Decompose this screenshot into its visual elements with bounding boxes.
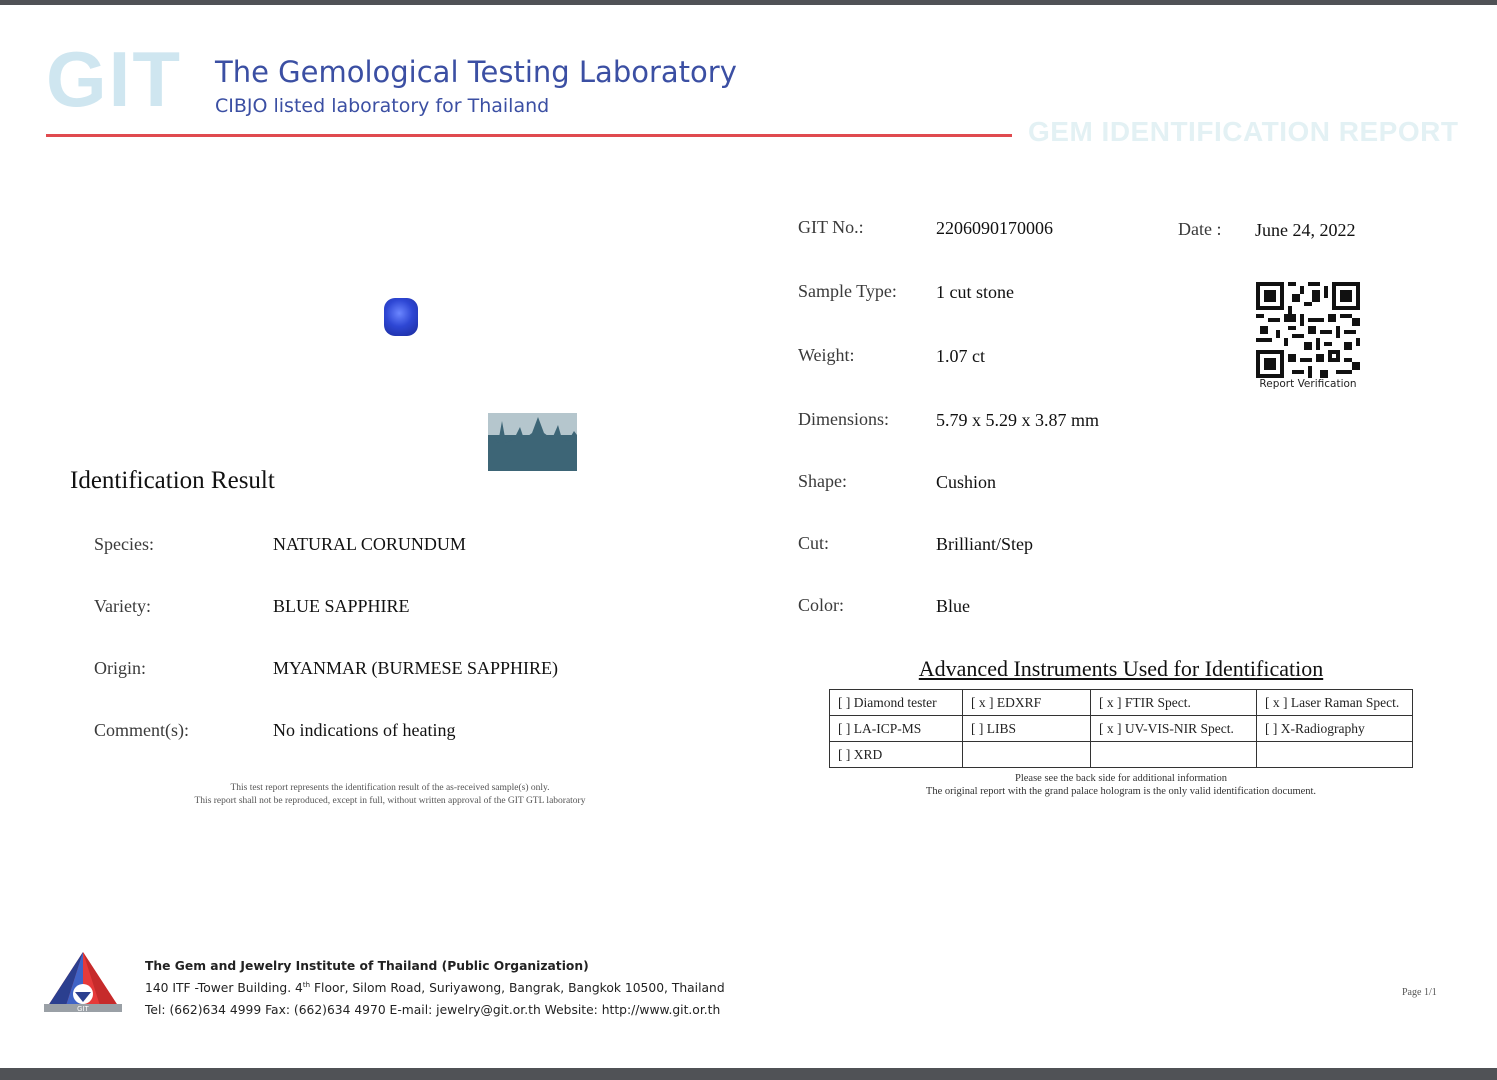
org-contact: Tel: (662)634 4999 Fax: (662)634 4970 E-mail: jewelry@git.or.th Website: http://www.git.or.th xyxy=(145,1003,721,1017)
dimensions-value: 5.79 x 5.29 x 3.87 mm xyxy=(936,410,1100,430)
cut-value: Brilliant/Step xyxy=(936,534,1033,554)
window-bottom-border xyxy=(0,1068,1497,1080)
address-part-2: Floor, Silom Road, Suriyawong, Bangrak, Bangkok 10500, Thailand xyxy=(310,981,725,996)
instruments-note-1: Please see the back side for additional information xyxy=(1015,773,1227,784)
species-value: NATURAL CORUNDUM xyxy=(273,534,466,554)
date-label: Date : xyxy=(1178,219,1222,239)
git-no-value: 2206090170006 xyxy=(936,218,1053,238)
logo-text: GIT xyxy=(77,1006,89,1013)
comments-label: Comment(s): xyxy=(94,720,189,740)
dimensions-label: Dimensions: xyxy=(798,409,890,429)
instrument-xrd: [ ] XRD xyxy=(830,742,963,768)
weight-label: Weight: xyxy=(798,345,855,365)
page-number: Page 1/1 xyxy=(1402,987,1437,998)
comments-value: No indications of heating xyxy=(273,720,456,740)
lab-name: The Gemological Testing Laboratory xyxy=(215,55,737,89)
window-top-border xyxy=(0,0,1497,5)
instrument-ftir: [ x ] FTIR Spect. xyxy=(1091,690,1257,716)
disclaimer-line-1: This test report represents the identification result of the as-received sample(s) only. xyxy=(230,783,550,793)
instrument-x-radiography: [ ] X-Radiography xyxy=(1257,716,1413,742)
instrument-edxrf: [ x ] EDXRF xyxy=(963,690,1091,716)
git-institute-logo xyxy=(42,950,124,1014)
instrument-libs: [ ] LIBS xyxy=(963,716,1091,742)
org-address xyxy=(145,981,725,995)
header-divider xyxy=(46,134,1012,137)
report-title: GEM IDENTIFICATION REPORT xyxy=(1028,116,1459,147)
instruments-table xyxy=(829,689,1413,768)
instruments-note-2: The original report with the grand palace hologram is the only valid identification document. xyxy=(925,786,1317,797)
git-logo: GIT xyxy=(46,35,182,123)
species-label: Species: xyxy=(94,534,154,554)
git-no-label: GIT No.: xyxy=(798,217,864,237)
gemstone-photo xyxy=(384,298,418,336)
weight-value: 1.07 ct xyxy=(936,346,985,366)
table-row xyxy=(830,716,1413,742)
disclaimer-line-2: This report shall not be reproduced, except in full, without written approval of the GIT GTL laboratory xyxy=(194,796,586,806)
color-value: Blue xyxy=(936,596,970,616)
variety-value: BLUE SAPPHIRE xyxy=(273,596,410,616)
lab-subtitle: CIBJO listed laboratory for Thailand xyxy=(215,95,550,117)
sample-type-value: 1 cut stone xyxy=(936,282,1014,302)
origin-label: Origin: xyxy=(94,658,146,678)
instruments-title: Advanced Instruments Used for Identification xyxy=(918,656,1324,681)
origin-value: MYANMAR (BURMESE SAPPHIRE) xyxy=(273,658,559,678)
shape-value: Cushion xyxy=(936,472,997,492)
palace-silhouette-icon xyxy=(488,413,577,471)
instrument-laser-raman: [ x ] Laser Raman Spect. xyxy=(1257,690,1413,716)
grand-palace-hologram xyxy=(488,413,577,471)
instrument-diamond-tester: [ ] Diamond tester xyxy=(830,690,963,716)
empty-cell xyxy=(963,742,1091,768)
empty-cell xyxy=(1257,742,1413,768)
color-label: Color: xyxy=(798,595,845,615)
qr-code-icon[interactable] xyxy=(1256,282,1360,378)
address-superscript: th xyxy=(302,981,311,989)
table-row xyxy=(830,690,1413,716)
empty-cell xyxy=(1091,742,1257,768)
sample-type-label: Sample Type: xyxy=(798,281,897,301)
date-value: June 24, 2022 xyxy=(1255,220,1356,240)
table-row xyxy=(830,742,1413,768)
cut-label: Cut: xyxy=(798,533,830,553)
shape-label: Shape: xyxy=(798,471,847,491)
qr-caption: Report Verification xyxy=(1259,378,1357,390)
instrument-la-icp-ms: [ ] LA-ICP-MS xyxy=(830,716,963,742)
variety-label: Variety: xyxy=(94,596,151,616)
instrument-uv-vis-nir: [ x ] UV-VIS-NIR Spect. xyxy=(1091,716,1257,742)
identification-result-title: Identification Result xyxy=(70,467,275,494)
org-name: The Gem and Jewelry Institute of Thailand (Public Organization) xyxy=(145,959,589,973)
address-part-1: 140 ITF -Tower Building. 4 xyxy=(145,981,303,996)
